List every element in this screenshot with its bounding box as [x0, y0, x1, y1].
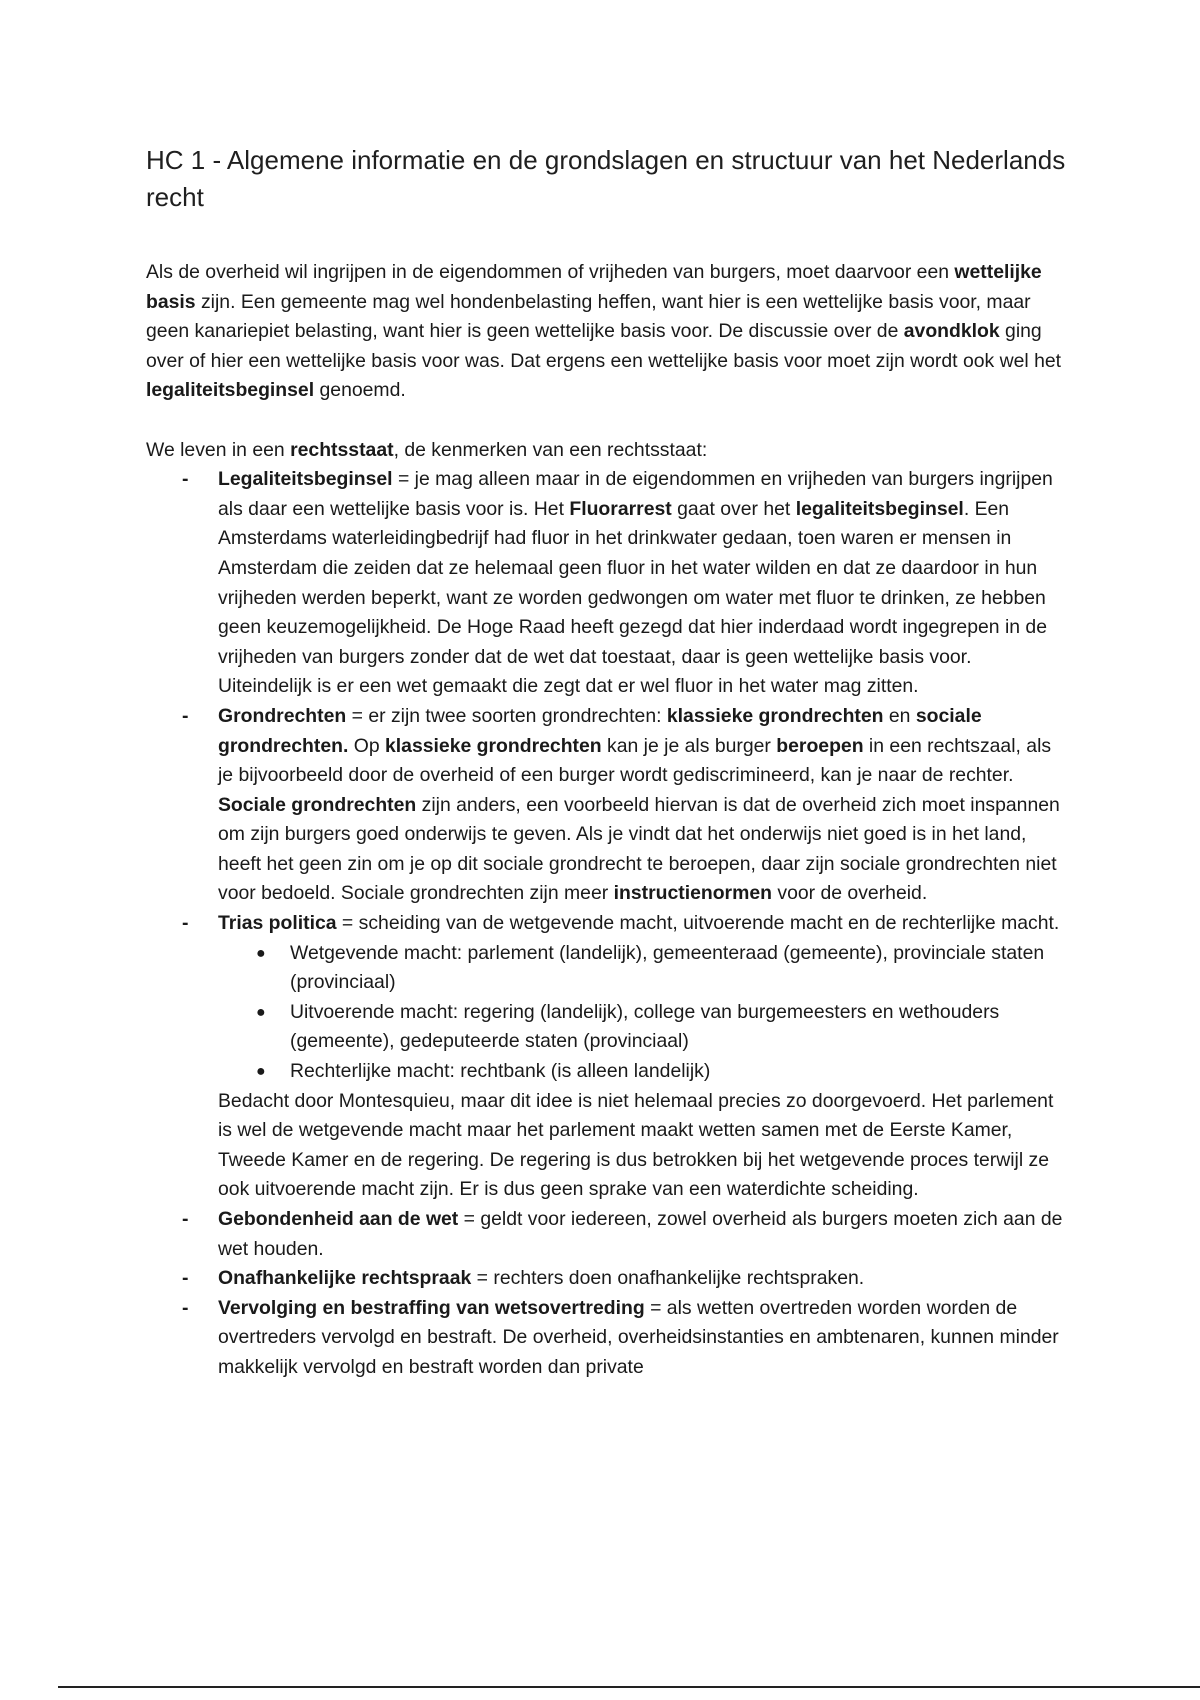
- list-item-text: [218, 912, 1059, 934]
- list-item: [182, 1264, 1066, 1294]
- text-run: = als wetten overtreden worden worden de overtreders vervolgd en bestraft. De overheid, overheidsinstanties en ambtenaren, kunnen minder makkelijk vervolgd en bestraft worden dan private: [218, 1296, 1059, 1378]
- bold-term: sociale grondrechten.: [218, 704, 982, 757]
- list-item: [182, 1294, 1066, 1383]
- bold-term: Sociale grondrechten: [218, 793, 417, 816]
- list-item-text: [218, 1297, 1059, 1378]
- list-item-continuation: Bedacht door Montesquieu, maar dit idee is niet helemaal precies zo doorgevoerd. Het parlement is wel de wetgevende macht maar het parlement maakt wetten samen met de Eerste Kamer, Tweede Kamer en de regering. De regering is dus betrokken bij het wetgevende proces terwijl ze ook uitvoerende macht zijn. Er is dus geen sprake van een waterdichte scheiding.: [218, 1089, 1054, 1201]
- bold-term: Legaliteitsbeginsel: [218, 468, 393, 491]
- sub-list-item-text: Rechterlijke macht: rechtbank (is alleen landelijk): [290, 1060, 711, 1083]
- text-run: = er zijn twee soorten grondrechten:: [346, 704, 667, 727]
- bold-term: legaliteitsbeginsel: [795, 497, 964, 520]
- paragraph-gap: [146, 406, 1066, 436]
- page-title: HC 1 - Algemene informatie en de grondslagen en structuur van het Nederlands recht: [146, 145, 1066, 212]
- list-item-text: [218, 468, 1053, 697]
- text-run: = rechters doen onafhankelijke rechtspraken.: [471, 1267, 865, 1290]
- bold-term: legaliteitsbeginsel: [146, 379, 315, 402]
- bold-term: Onafhankelijke rechtspraak: [218, 1267, 472, 1290]
- text-run: kan je je als burger: [601, 734, 777, 757]
- text-run: , de kenmerken van een rechtsstaat:: [393, 438, 708, 461]
- text-run: = scheiding van de wetgevende macht, uitvoerende macht en de rechterlijke macht.: [336, 912, 1060, 935]
- intro-paragraph: [146, 258, 1066, 406]
- footer-divider: [58, 1686, 1200, 1688]
- text-run: We leven in een: [146, 438, 291, 461]
- text-run: Als de overheid wil ingrijpen in de eigendommen of vrijheden van burgers, moet daarvoor een: [146, 261, 955, 283]
- text-run: zijn anders, een voorbeeld hiervan is dat de overheid zich moet inspannen om zijn burgers goed onderwijs te geven. Als je vindt dat het onderwijs niet goed is in het land, heeft het geen zin om je op dit sociale grondrecht te beroepen, daar zijn sociale grondrechten niet voor bedoeld. Sociale grondrechten zijn meer: [218, 793, 1060, 905]
- bold-term: rechtsstaat: [290, 438, 394, 461]
- text-run: = je mag alleen maar in de eigendommen en vrijheden van burgers ingrijpen als daar een wettelijke basis voor is. Het: [218, 468, 1053, 520]
- list-item-text: [218, 705, 1060, 905]
- text-run: = geldt voor iedereen, zowel overheid als burgers moeten zich aan de wet houden.: [218, 1208, 1063, 1260]
- bold-term: Vervolging en bestraffing van wetsovertreding: [218, 1296, 645, 1319]
- sub-list-item: [256, 939, 1066, 998]
- sub-list-item: [256, 998, 1066, 1057]
- text-run: . Een Amsterdams waterleidingbedrijf had fluor in het drinkwater gedaan, toen waren er mensen in Amsterdam die zeiden dat ze helemaal geen fluor in het water wilden en dat ze daardoor in hun vrijheden werden beperkt, want ze worden gedwongen om water met fluor te drinken, ze hebben geen keuzemogelijkheid. De Hoge Raad heeft gezegd dat hier inderdaad wordt ingegrepen in de vrijheden van burgers zonder dat de wet dat toestaat, daar is geen wettelijke basis voor. Uiteindelijk is er een wet gemaakt die zegt dat er wel fluor in het water mag zitten.: [218, 497, 1047, 698]
- text-run: Op: [348, 734, 386, 757]
- dash-marker: -: [182, 704, 189, 727]
- rechtsstaat-intro: [146, 436, 1066, 466]
- text-run: gaat over het: [671, 497, 796, 520]
- dash-marker: -: [182, 1296, 189, 1319]
- list-item-text: [218, 1208, 1062, 1260]
- sub-list-item-text: Wetgevende macht: parlement (landelijk), gemeenteraad (gemeente), provinciale staten (provinciaal): [290, 941, 1045, 994]
- dash-marker: -: [182, 912, 189, 935]
- bold-term: Gebondenheid aan de wet: [218, 1208, 459, 1230]
- bullet-marker: ●: [256, 1003, 266, 1021]
- bold-term: instructienormen: [613, 882, 772, 905]
- list-item: [182, 1205, 1066, 1264]
- dash-marker: -: [182, 1208, 189, 1230]
- list-item: [182, 909, 1066, 1205]
- text-run: zijn. Een gemeente mag wel hondenbelasting heffen, want hier is een wettelijke basis voor, maar geen kanariepiet belasting, want hier is geen wettelijke basis voor. De discussie over de: [146, 290, 1031, 343]
- bold-term: Grondrechten: [218, 704, 347, 727]
- bold-term: Trias politica: [218, 912, 337, 935]
- bold-term: avondklok: [903, 320, 1000, 343]
- text-run: voor de overheid.: [771, 882, 928, 905]
- text-run: in een rechtszaal, als je bijvoorbeeld door de overheid of een burger wordt gediscrimineerd, kan je naar de rechter.: [218, 734, 1052, 787]
- rechtsstaat-features-list: [146, 465, 1066, 1382]
- sub-list-item-text: Uitvoerende macht: regering (landelijk), college van burgemeesters en wethouders (gemeente), gedeputeerde staten (provinciaal): [290, 1000, 1000, 1053]
- bold-term: klassieke grondrechten: [385, 734, 602, 757]
- dash-marker: -: [182, 1267, 189, 1290]
- dash-marker: -: [182, 468, 189, 491]
- text-run: en: [883, 704, 916, 727]
- bold-term: klassieke grondrechten: [666, 704, 884, 727]
- bold-term: wettelijke basis: [146, 261, 1042, 313]
- text-run: ging over of hier een wettelijke basis voor was. Dat ergens een wettelijke basis voor moet zijn wordt ook wel het: [146, 320, 1062, 372]
- bullet-marker: ●: [256, 1063, 266, 1081]
- sub-bullet-list: [218, 939, 1066, 1087]
- bold-term: Fluorarrest: [569, 497, 672, 520]
- text-run: genoemd.: [314, 379, 406, 402]
- document-page: [146, 142, 1066, 1383]
- list-item-text: [218, 1267, 864, 1289]
- sub-list-item: [256, 1057, 1066, 1087]
- list-item: [182, 702, 1066, 909]
- list-item: [182, 465, 1066, 702]
- bullet-marker: ●: [256, 944, 266, 962]
- bold-term: beroepen: [776, 734, 864, 757]
